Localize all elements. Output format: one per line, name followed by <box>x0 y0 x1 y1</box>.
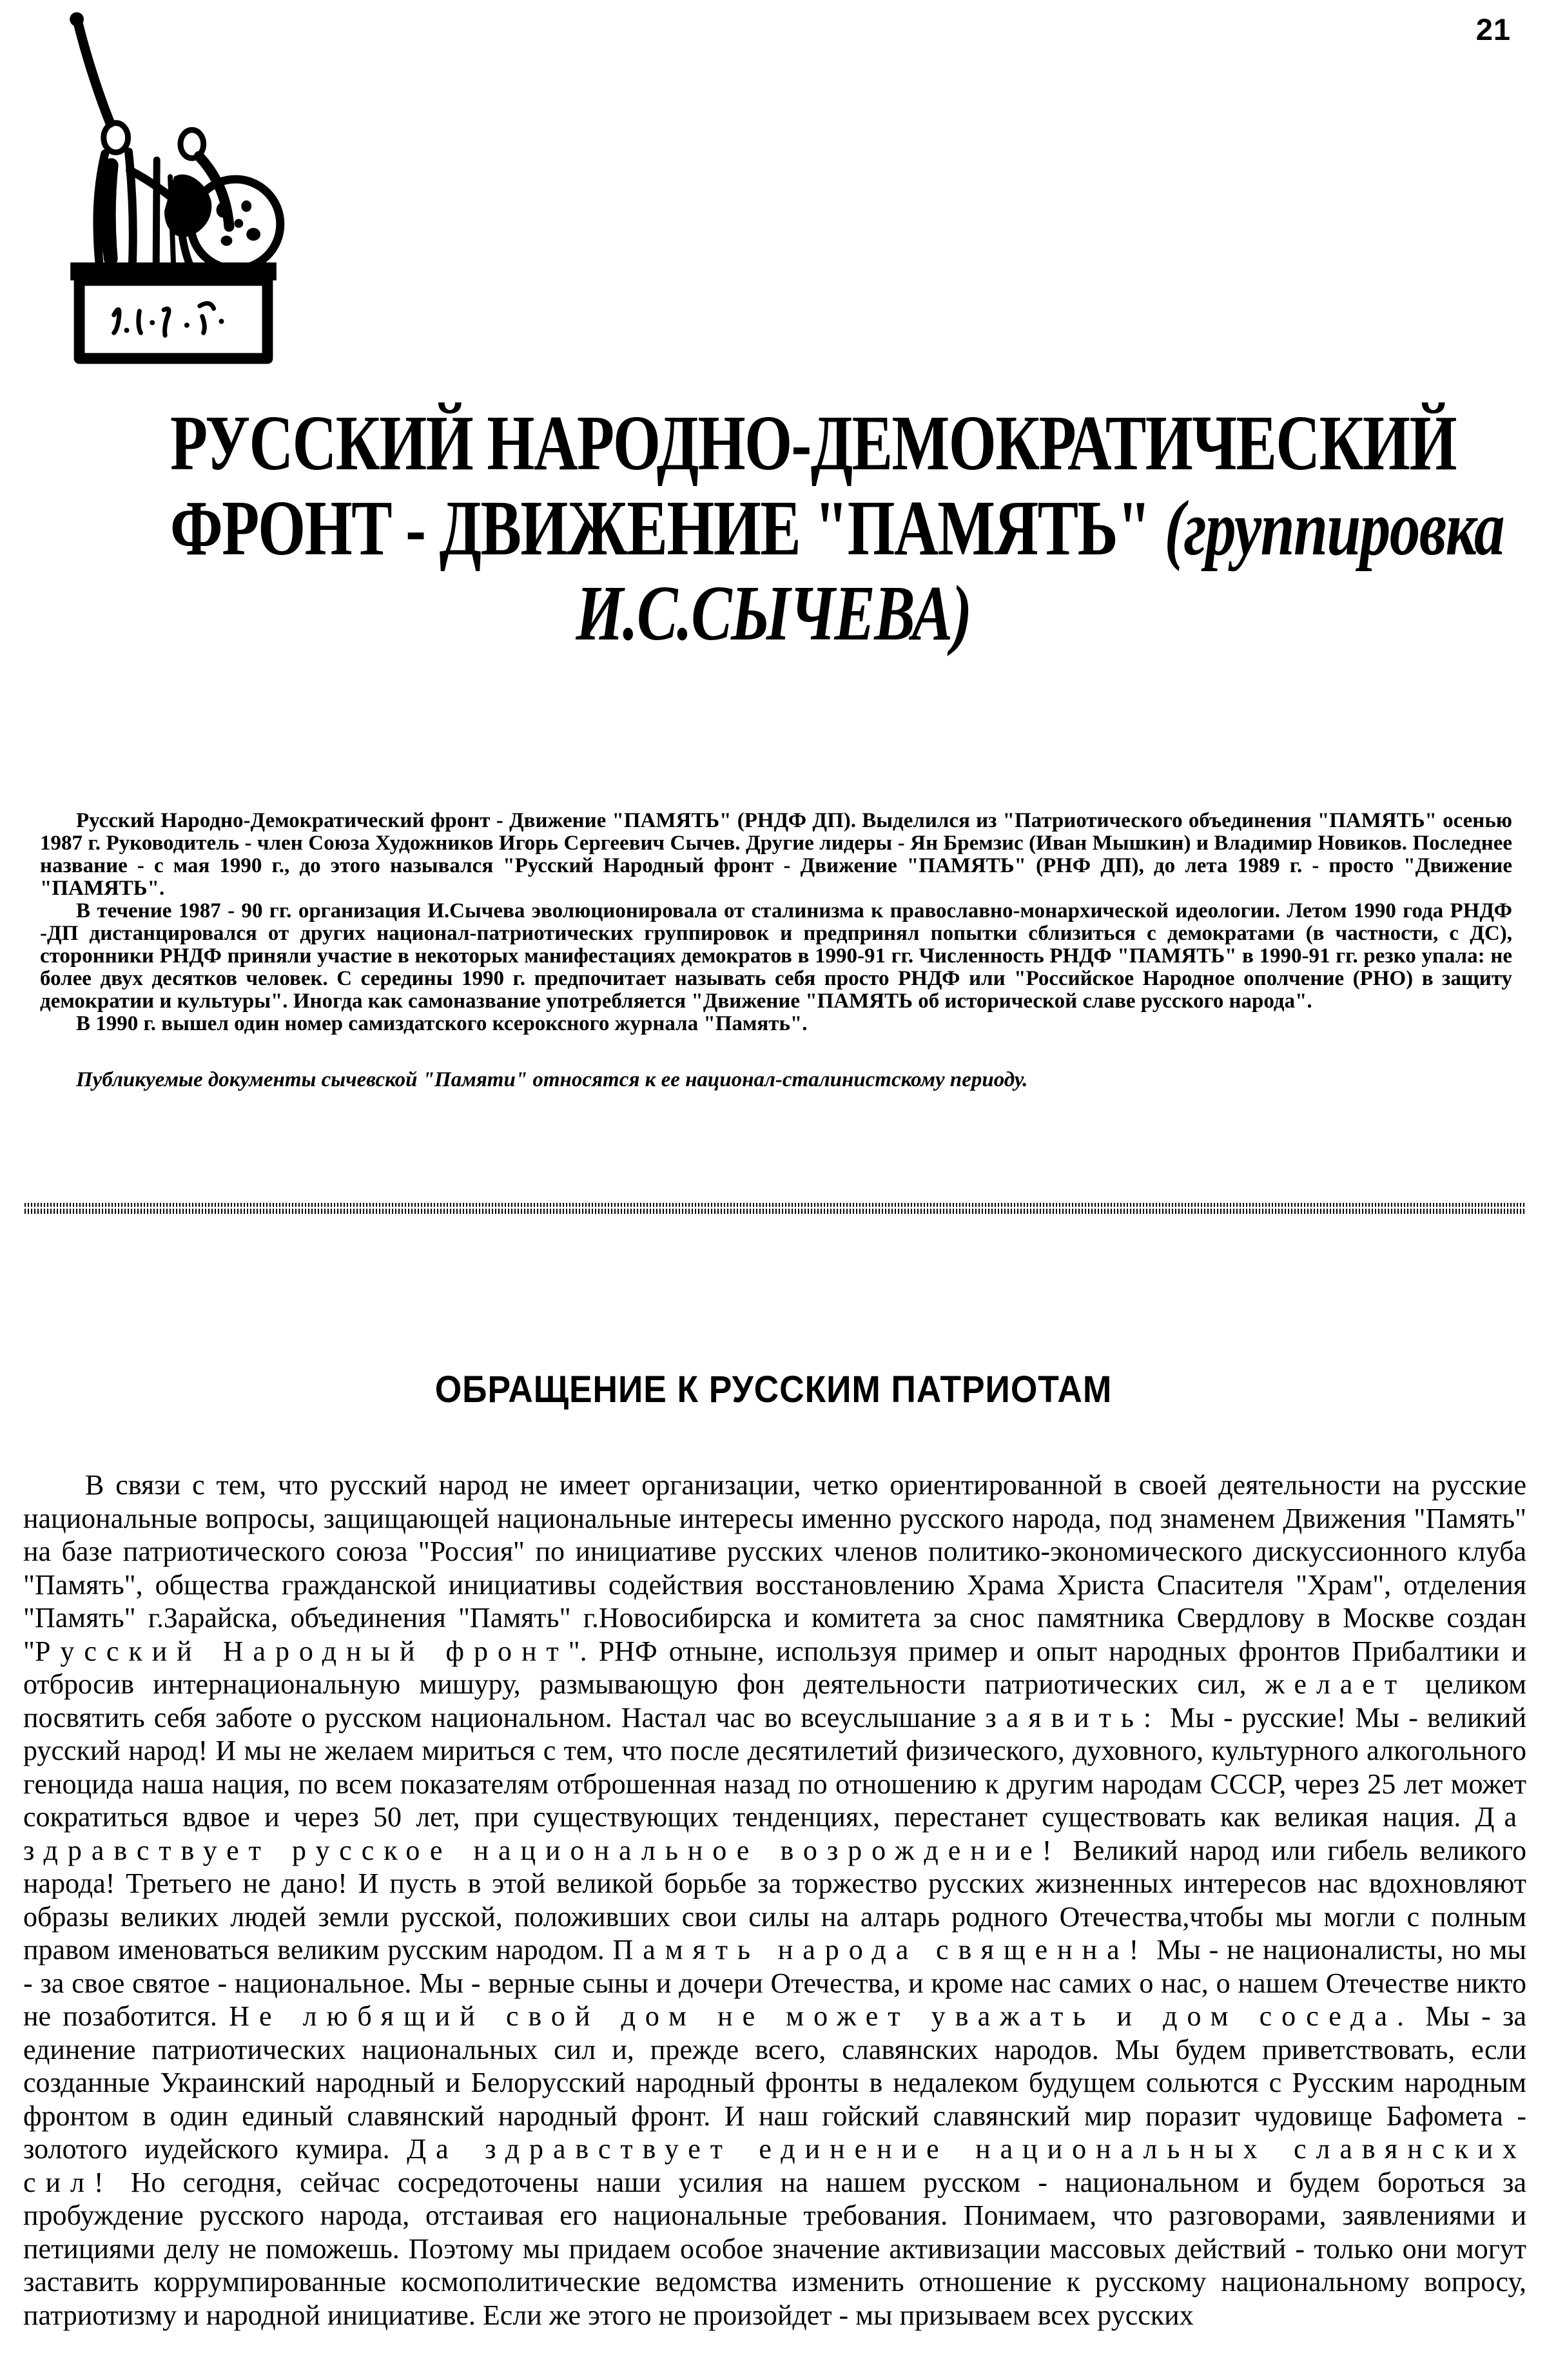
intro-paragraph-2: В течение 1987 - 90 гг. организация И.Сычева эволюционировала от сталинизма к православно-монархической идеологии. Летом 1990 года РНДФ -ДП дистанцировался от других национал-патриотических группировок и предпринял попытки сблизиться с демократами (в частности, с ДС), сторонники РНДФ приняли участие в некоторых манифестациях демократов в 1990-91 гг. Численность РНДФ "ПАМЯТЬ" в 1990-91 гг. резко упала: не более двух десятков человек. С середины 1990 г. предпочитает называть себя просто РНДФ или "Российское Народное ополчение (РНО) в защиту демократии и культуры". Иногда как самоназвание употребляется "Движение "ПАМЯТЬ об исторической славе русского народа". <box>40 899 1512 1013</box>
editorial-note-italic: Публикуемые документы сычевской "Памяти" относятся к ее национал-сталинистскому периоду. <box>76 1068 1028 1091</box>
emphasized-run: Не любящий свой дом не может уважать и дом соседа. <box>229 2000 1414 2032</box>
appeal-paragraph <box>23 1468 1526 2332</box>
emphasized-run: заявить: <box>985 1701 1162 1733</box>
text-run: Великий народ или гибель великого народа! Третьего не дано! И пусть в этой великой борьбе за торжество русских жизненных интересов нас вдохновляют образы великих людей земли русской, положивших свои силы на алтарь родного Отечества,чтобы мы могли с полным правом именоваться великим русским народом. <box>23 1834 1526 1965</box>
text-run: Но сегодня, сейчас сосредоточены наши усилия на нашем русском - национальном и будем бороться за пробуждение русского народа, отстаивая его национальные требования. Понимаем, что разговорами, заявлениями и петициями делу не поможешь. Поэтому мы придаем особое значение активизации массовых действий - только они могут заставить коррумпированные космополитические ведомства изменить отношение к русскому национальному вопросу, патриотизму и народной инициативе. Если же этого не произойдет - мы призываем всех русских <box>23 2166 1526 2331</box>
emphasized-run: Русский Народный фронт <box>34 1635 569 1667</box>
text-run: ". РНФ отныне, используя пример и опыт народных фронтов Прибалтики и отбросив интернациональную мишуру, размывающую фон деятельности патриотических сил, <box>23 1635 1526 1700</box>
title-subtitle-italic: (группировка <box>1164 485 1504 572</box>
section-divider-rule <box>24 1203 1526 1214</box>
text-run: Мы - за единение патриотических национальных сил и, прежде всего, славянских народов. Мы будем приветствовать, если созданные Украинский народный и Белорусский народный фронты в недалеком будущем сольются с Русским народным фронтом в один единый славянский народный фронт. И наш гойский славянский мир поразит чудовище Бафомета - золотого иудейского кумира. <box>23 2000 1526 2165</box>
monument-statue-engraving-icon <box>37 9 315 367</box>
intro-paragraph-1: Русский Народно-Демократический фронт - Движение "ПАМЯТЬ" (РНДФ ДП). Выделился из "Патриотического объединения "ПАМЯТЬ" осенью 1987 г. Руководитель - член Союза Художников Игорь Сергеевич Сычев. Другие лидеры - Ян Бремзис (Иван Мышкин) и Владимир Новиков. Последнее название - с мая 1990 г., до этого назывался "Русский Народный фронт - Движение "ПАМЯТЬ" (РНФ ДП), до лета 1989 г. - просто "Движение "ПАМЯТЬ". <box>40 809 1512 900</box>
title-line-2: ФРОНТ - ДВИЖЕНИЕ "ПАМЯТЬ" (группировка <box>170 485 1504 572</box>
text-run: В связи с тем, что русский народ не имеет организации, четко ориентированной в своей деятельности на русские национальные вопросы, защищающей национальные интересы именно русского народа, под знаменем Движения "Память" на базе патриотического союза "Россия" по инициативе русских членов политико-экономического дискуссионного клуба "Память", общества гражданской инициативы содействия восстановлению Храма Христа Спасителя "Храм", отделения "Память" г.Зарайска, объединения "Память" г.Новосибирска и комитета за снос памятника Свердлову в Москве создан " <box>23 1469 1526 1667</box>
text-run: Мы - не националисты, но мы - за свое святое - национальное. Мы - верные сыны и дочери Отечества, и кроме нас самих о нас, о нашем Отечестве никто не позаботится. <box>23 1934 1526 2032</box>
appeal-body-section <box>23 1468 1526 2332</box>
emphasized-run: Память народа священна! <box>612 1934 1149 1965</box>
text-run: целиком посвятить себя заботе о русском национальном. Настал час во всеуслышание <box>23 1668 1526 1733</box>
intro-paragraph-3: В 1990 г. вышел один номер самиздатского ксероксного журнала "Память". <box>76 1012 808 1035</box>
intro-section <box>40 810 1512 1091</box>
page-number: 21 <box>1475 12 1511 46</box>
appeal-heading: ОБРАЩЕНИЕ К РУССКИМ ПАТРИОТАМ <box>434 1369 1113 1410</box>
emphasized-run: желает <box>1265 1668 1407 1700</box>
emphasized-run: Да здравствует единение национальных славянских сил! <box>23 2133 1526 2198</box>
title-line-3: И.С.СЫЧЕВА) <box>576 570 971 657</box>
text-run: Мы - русские! Мы - великий русский народ! И мы не желаем мириться с тем, что после десятилетий физического, духовного, культурного алкогольного геноцида наша нация, по всем показателям отброшенная назад по отношению к другим народам СССР, через 25 лет может сократиться вдвое и через 50 лет, при существующих тенденциях, перестанет существовать как великая нация. <box>23 1701 1526 1833</box>
document-title <box>170 400 1504 657</box>
title-line-1: РУССКИЙ НАРОДНО-ДЕМОКРАТИЧЕСКИЙ <box>170 400 1456 487</box>
emphasized-run: Да здравствует русское национальное возрождение! <box>23 1801 1526 1866</box>
